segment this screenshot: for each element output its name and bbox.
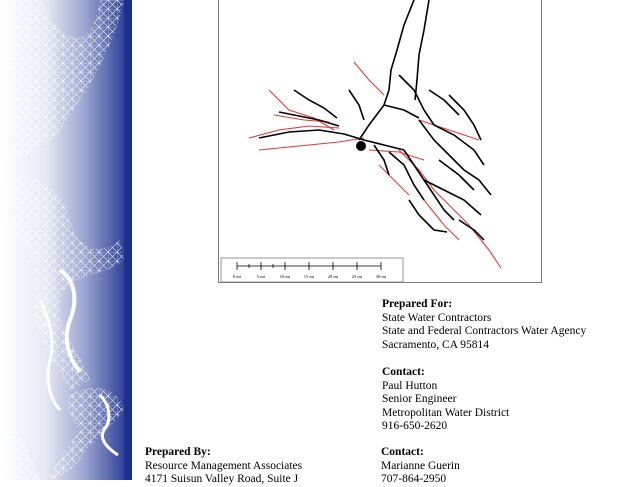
consultant-contact-block (381, 446, 460, 487)
contact-phone: 916-650-2620 (382, 420, 448, 433)
contact-name: Marianne Guerin (381, 459, 460, 472)
prepared-for-line: Sacramento, CA 95814 (382, 338, 489, 351)
delta-channel-map (218, 0, 542, 283)
prepared-for-line: State Water Contractors (382, 311, 492, 324)
scale-label: 15 mi (303, 274, 315, 279)
scale-label: 10 mi (279, 274, 291, 279)
contact-phone: 707-864-2950 (381, 473, 447, 486)
prepared-for-line: State and Federal Contractors Water Agency (382, 325, 587, 338)
contact-heading: Contact: (382, 366, 425, 378)
contact-name: Paul Hutton (382, 379, 438, 392)
prepared-by-heading: Prepared By: (145, 446, 211, 458)
scale-bar (221, 258, 403, 282)
channel-junction (356, 141, 366, 151)
prepared-by-line: Resource Management Associates (145, 459, 303, 472)
prepared-for-heading: Prepared For: (382, 298, 453, 310)
contact-heading: Contact: (381, 446, 424, 458)
contact-organization: Metropolitan Water District (382, 406, 510, 419)
scale-label: 25 mi (351, 274, 363, 279)
channel-network (219, 0, 541, 282)
scale-label: 30 mi (375, 274, 387, 279)
prepared-by-line: 4171 Suisun Valley Road, Suite J (145, 473, 299, 486)
client-contact-block (382, 366, 509, 434)
scale-label: 20 mi (327, 274, 339, 279)
scale-label: 0 mi (232, 274, 242, 279)
contact-title: Senior Engineer (382, 393, 457, 406)
scale-label: 5 mi (256, 274, 266, 279)
prepared-for-block (382, 298, 586, 352)
black-channel-lines (259, 0, 491, 240)
prepared-by-block (145, 446, 302, 487)
decorative-mesh-sidebar (0, 0, 132, 480)
mesh-graphic (0, 0, 132, 480)
red-channel-lines (249, 62, 501, 268)
